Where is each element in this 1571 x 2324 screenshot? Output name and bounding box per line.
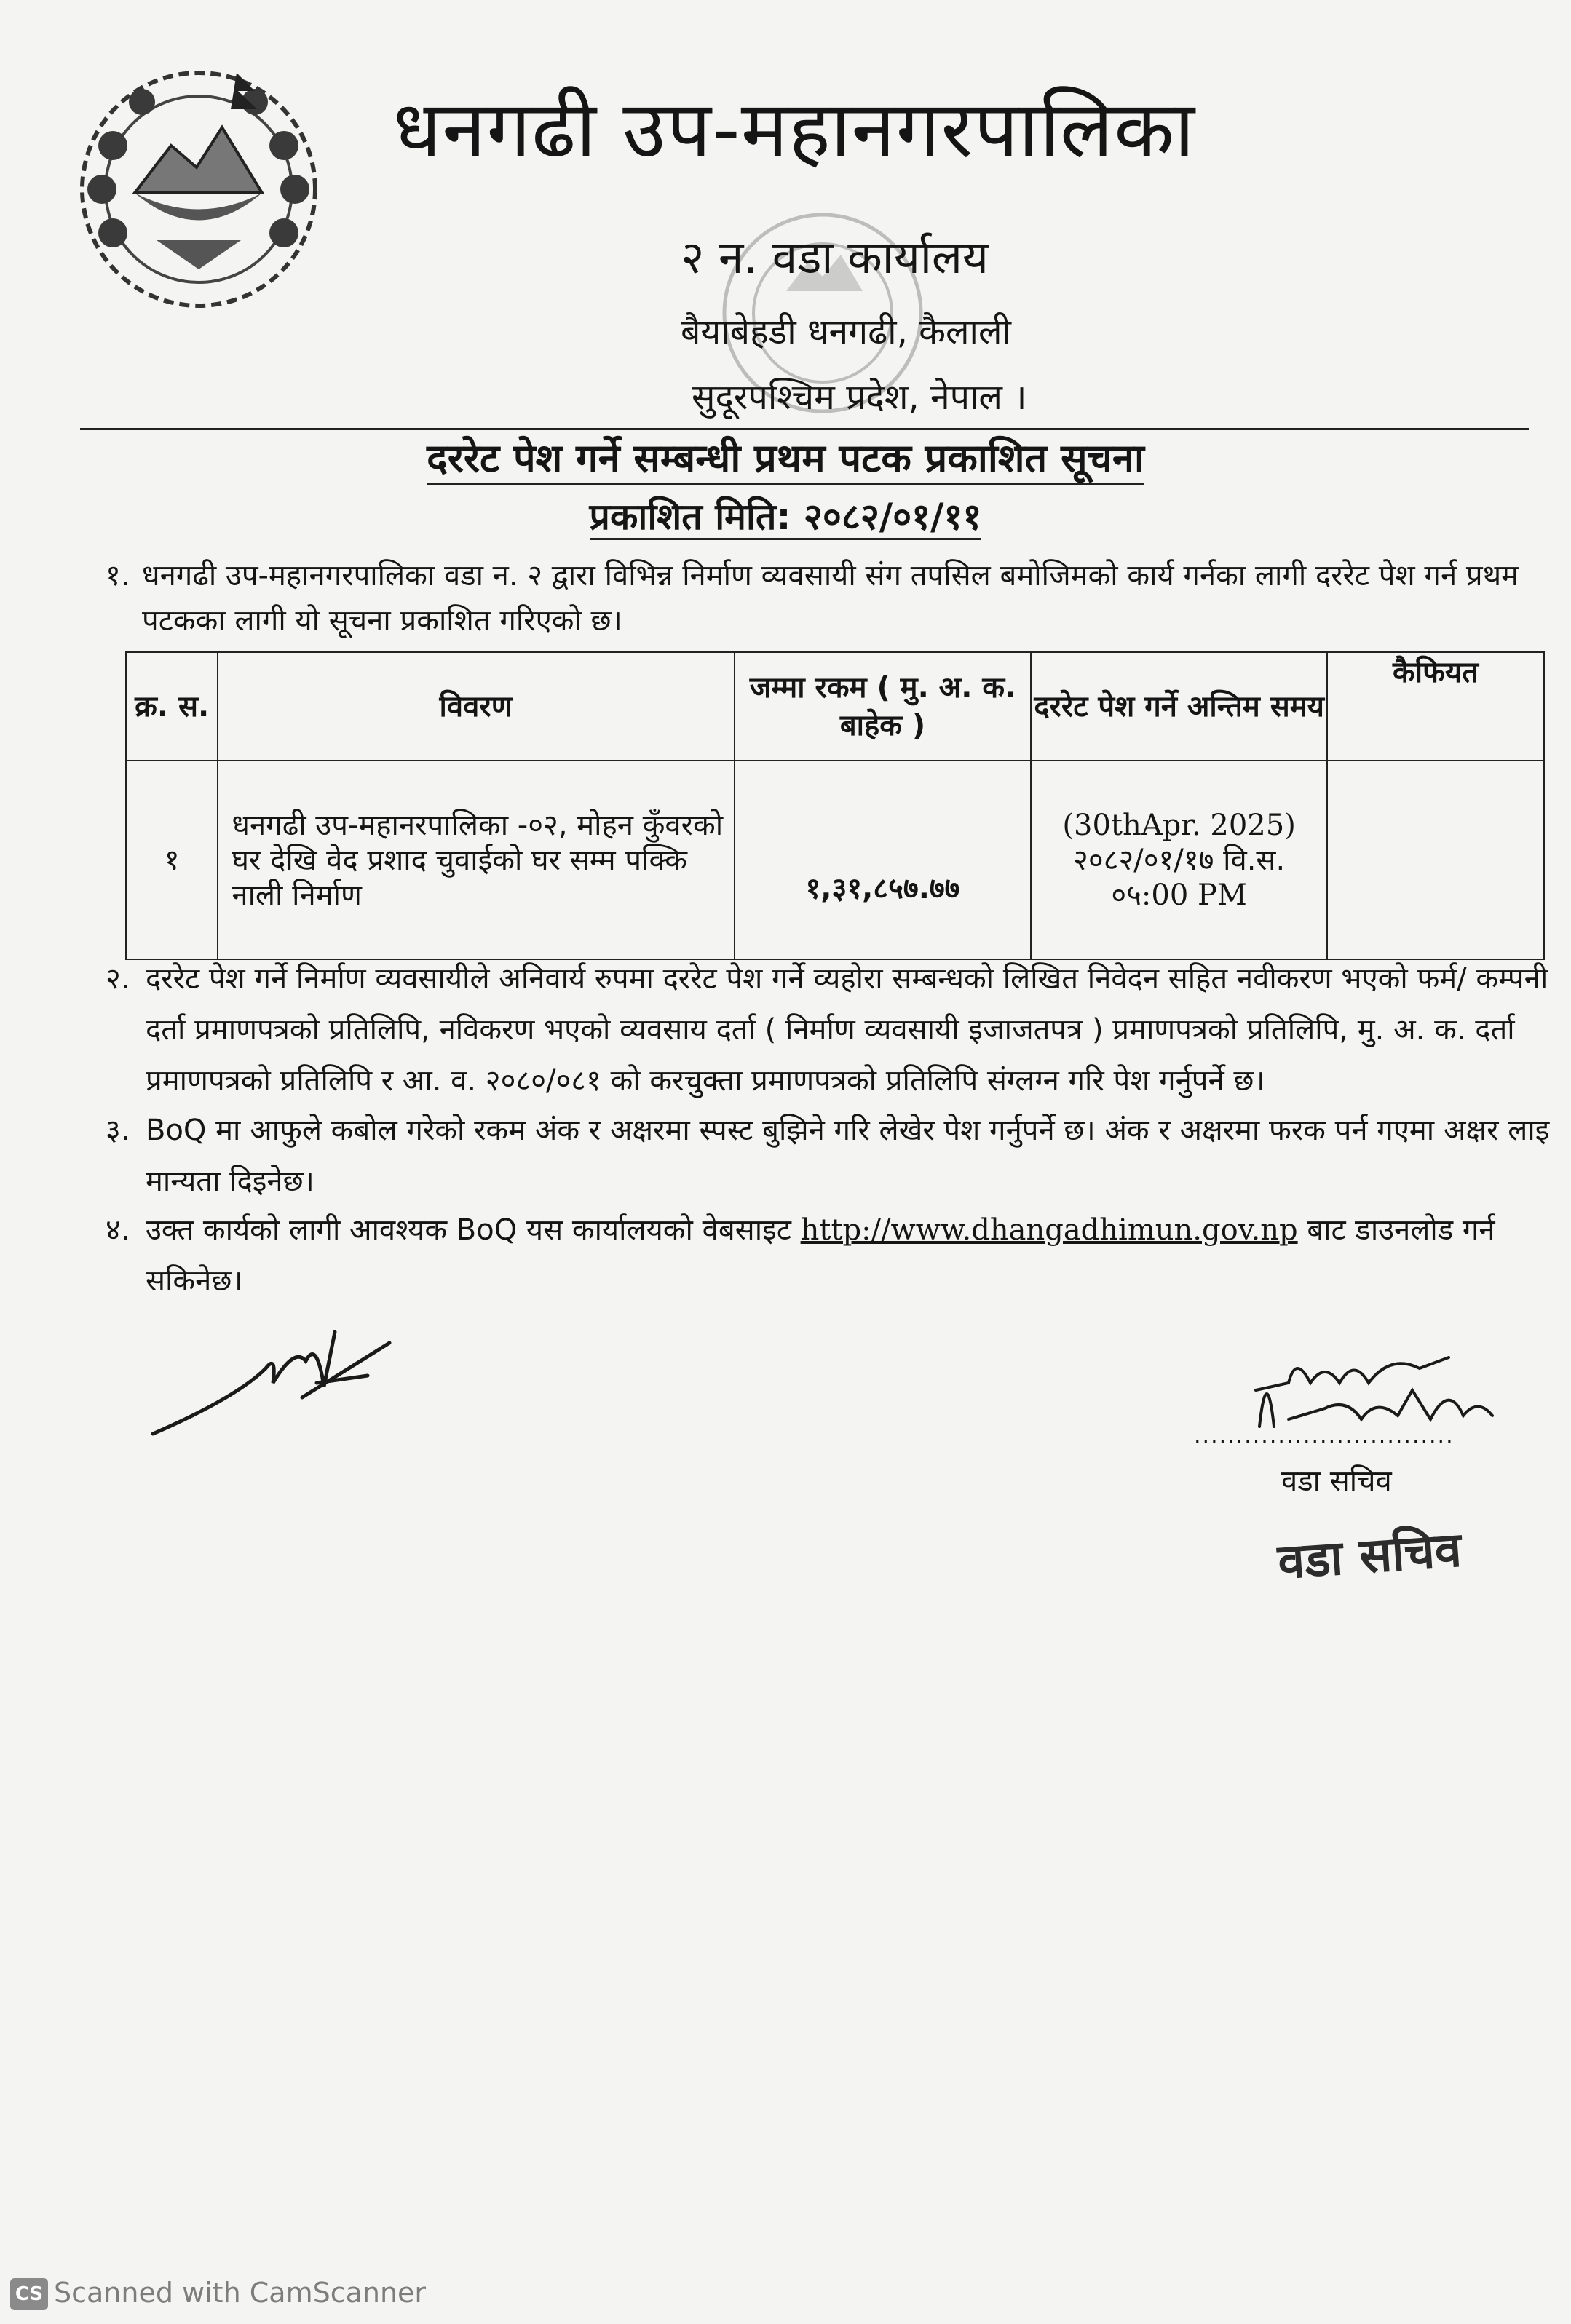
cell-amount: १,३१,८५७.७७ <box>735 761 1031 959</box>
deadline-nepali: २०८२/०१/१७ वि.स. <box>1073 843 1286 877</box>
ward-secretary-stamp: वडा सचिव <box>1275 1521 1463 1590</box>
notice-title <box>0 435 1571 483</box>
col-remarks-header: कैफियत <box>1327 652 1544 761</box>
camscanner-logo: CS <box>10 2278 48 2310</box>
col-amount-header: जम्मा रकम ( मु. अ. क. बाहेक ) <box>735 652 1031 761</box>
col-description-header: विवरण <box>218 652 734 761</box>
paragraph-2 <box>106 953 1551 1106</box>
paragraph-1-text: धनगढी उप-महानगरपालिका वडा न. २ द्वारा विभिन्न निर्माण व्यवसायी संग तपसिल बमोजिमको कार्य गर्नका लागी दररेट पेश गर्न प्रथम पटकका लागी यो सूचना प्रकाशित गरिएको छ। <box>142 559 1519 638</box>
cell-sn: १ <box>126 761 218 959</box>
paragraph-4-number: ४. <box>106 1213 130 1247</box>
table-header-row <box>126 652 1544 761</box>
paragraph-2-number: २. <box>106 962 130 996</box>
paragraph-1-number: १. <box>106 559 130 592</box>
website-link[interactable]: http://www.dhangadhimun.gov.np <box>800 1213 1298 1247</box>
notice-title-text: दररेट पेश गर्ने सम्बन्धी प्रथम पटक प्रकाशित सूचना <box>427 435 1144 485</box>
address-line-1: बैयाबेहडी धनगढी, कैलाली <box>681 312 1011 352</box>
header-divider <box>80 428 1529 430</box>
published-date <box>0 495 1571 539</box>
col-deadline-header: दररेट पेश गर्ने अन्तिम समय <box>1031 652 1327 761</box>
cell-description: धनगढी उप-महानरपालिका -०२, मोहन कुँवरको घर देखि वेद प्रशाद चुवाईको घर सम्म पक्कि नाली निर्माण <box>218 761 734 959</box>
paragraph-4 <box>106 1205 1551 1306</box>
paragraph-3 <box>106 1105 1551 1207</box>
paragraph-3-text: BoQ मा आफुले कबोल गरेको रकम अंक र अक्षरमा स्पस्ट बुझिने गरि लेखेर पेश गर्नुपर्ने छ। अंक र अक्षरमा फरक पर्न गएमा अक्षर लाइ मान्यता दिइनेछ। <box>146 1114 1550 1198</box>
table-row <box>126 761 1544 959</box>
published-date-text: प्रकाशित मिति: २०८२/०१/११ <box>590 496 982 540</box>
signature-dotted-line: ............................... <box>1194 1423 1455 1448</box>
ward-secretary-title: वडा सचिव <box>1281 1464 1392 1498</box>
left-signature-image <box>149 1317 440 1441</box>
nepal-emblem-logo <box>69 58 328 324</box>
paragraph-2-text: दररेट पेश गर्ने निर्माण व्यवसायीले अनिवार्य रुपमा दररेट पेश गर्ने व्यहोरा सम्बन्धको लिखित निवेदन सहित नवीकरण भएको फर्म/ कम्पनी दर्ता प्रमाणपत्रको प्रतिलिपि, नविकरण भएको व्यवसाय दर्ता ( निर्माण व्यवसायी इजाजतपत्र ) प्रमाणपत्रको प्रतिलिपि, मु. अ. क. दर्ता प्रमाणपत्रको प्रतिलिपि र आ. व. २०८०/०८१ को करचुक्ता प्रमाणपत्रको प्रतिलिपि संग्लग्न गरि पेश गर्नुपर्ने छ। <box>146 962 1548 1098</box>
deadline-english: (30thApr. 2025) <box>1062 808 1296 842</box>
deadline-time: ०५:00 PM <box>1111 878 1247 912</box>
paragraph-1 <box>106 553 1547 643</box>
paragraph-3-number: ३. <box>106 1114 130 1147</box>
camscanner-watermark: Scanned with CamScanner <box>54 2277 427 2309</box>
tender-table <box>125 651 1545 960</box>
cell-deadline <box>1031 761 1327 959</box>
cell-remarks <box>1327 761 1544 959</box>
ward-office: २ न. वडा कार्यालय <box>681 231 989 284</box>
paragraph-4-text-after: बाट डाउनलोड गर्न सकिनेछ। <box>146 1213 1495 1298</box>
address-line-2: सुदूरपश्चिम प्रदेश, नेपाल । <box>692 377 1027 418</box>
col-sn-header: क्र. स. <box>126 652 218 761</box>
paragraph-4-text-before: उक्त कार्यको लागी आवश्यक BoQ यस कार्यालयको वेबसाइट <box>146 1213 801 1247</box>
organization-name: धनगढी उप-महानगरपालिका <box>393 84 1196 175</box>
